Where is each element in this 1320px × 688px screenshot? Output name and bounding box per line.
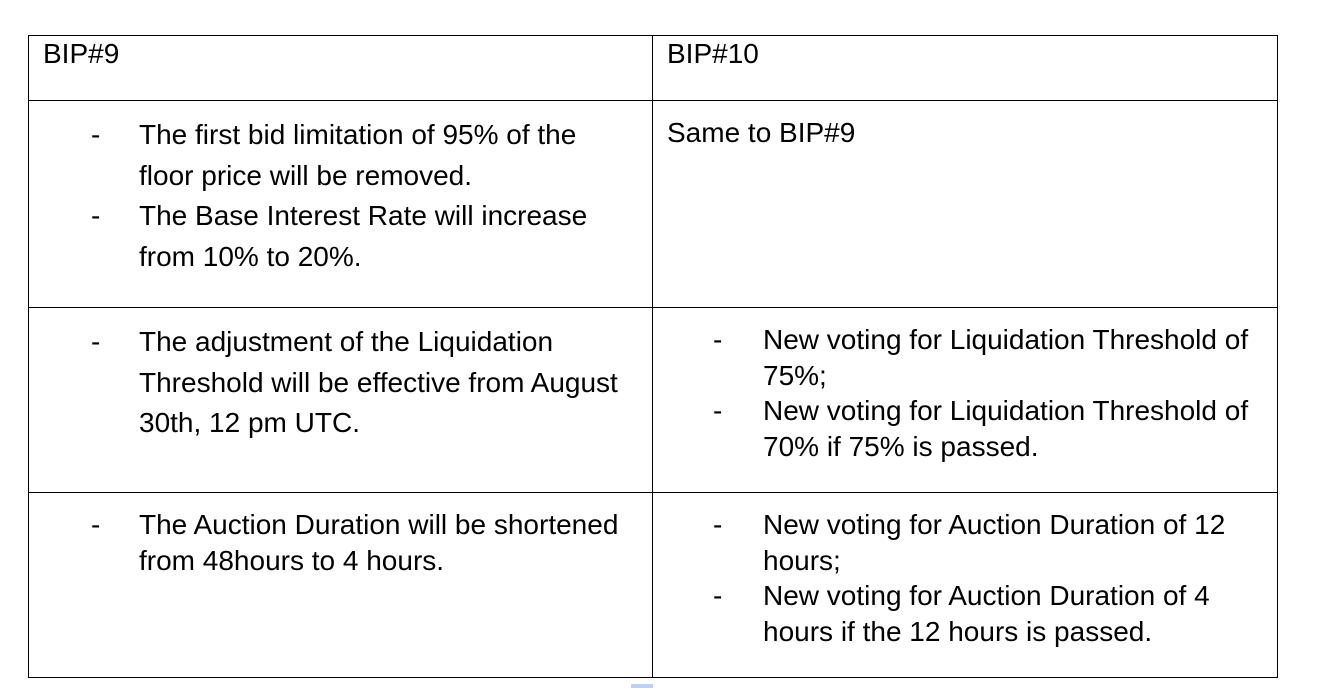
- list-item: [667, 393, 1263, 464]
- list-item-text: New voting for Auction Duration of 12 hours;: [763, 509, 1226, 576]
- list-item: [43, 115, 638, 196]
- list-item-text: The adjustment of the Liquidation Threshold will be effective from August 30th, 12 pm UTC.: [139, 326, 618, 438]
- bullet-list: [43, 507, 638, 579]
- list-item-text: New voting for Liquidation Threshold of 70% if 75% is passed.: [763, 395, 1249, 462]
- bip10-cell: [653, 493, 1278, 678]
- bip9-cell: [29, 493, 653, 678]
- header-bip10: BIP#10: [653, 36, 1278, 101]
- bip9-cell: [29, 308, 653, 493]
- dash-bullet: -: [713, 509, 723, 540]
- dash-bullet: -: [91, 119, 101, 150]
- list-item: [43, 322, 638, 444]
- list-item: [667, 322, 1263, 393]
- bullet-list: [43, 322, 638, 444]
- bullet-list: [667, 322, 1263, 464]
- list-item-text: New voting for Liquidation Threshold of 75%;: [763, 324, 1249, 391]
- list-item: [667, 578, 1263, 649]
- bip10-cell: [653, 308, 1278, 493]
- cell-text: Same to BIP#9: [667, 117, 856, 148]
- bip10-cell: [653, 101, 1278, 308]
- list-item-text: The Auction Duration will be shortened from 48hours to 4 hours.: [139, 509, 619, 576]
- comparison-table: [28, 35, 1278, 678]
- list-item-text: The Base Interest Rate will increase from 10% to 20%.: [139, 200, 588, 272]
- dash-bullet: -: [91, 326, 101, 357]
- list-item-text: The first bid limitation of 95% of the floor price will be removed.: [139, 119, 577, 191]
- bullet-list: [667, 507, 1263, 649]
- list-item: [43, 196, 638, 277]
- dash-bullet: -: [713, 324, 723, 355]
- dash-bullet: -: [91, 200, 101, 231]
- table-row: [29, 101, 1278, 308]
- list-item: [667, 507, 1263, 578]
- bullet-list: [43, 115, 638, 277]
- header-bip9: BIP#9: [29, 36, 653, 101]
- dash-bullet: -: [91, 509, 101, 540]
- header-row: [29, 36, 1278, 101]
- table-row: [29, 493, 1278, 678]
- table-row: [29, 308, 1278, 493]
- page-break-marker: [631, 684, 653, 688]
- list-item: [43, 507, 638, 579]
- dash-bullet: -: [713, 580, 723, 611]
- dash-bullet: -: [713, 395, 723, 426]
- bip9-cell: [29, 101, 653, 308]
- list-item-text: New voting for Auction Duration of 4 hours if the 12 hours is passed.: [763, 580, 1210, 647]
